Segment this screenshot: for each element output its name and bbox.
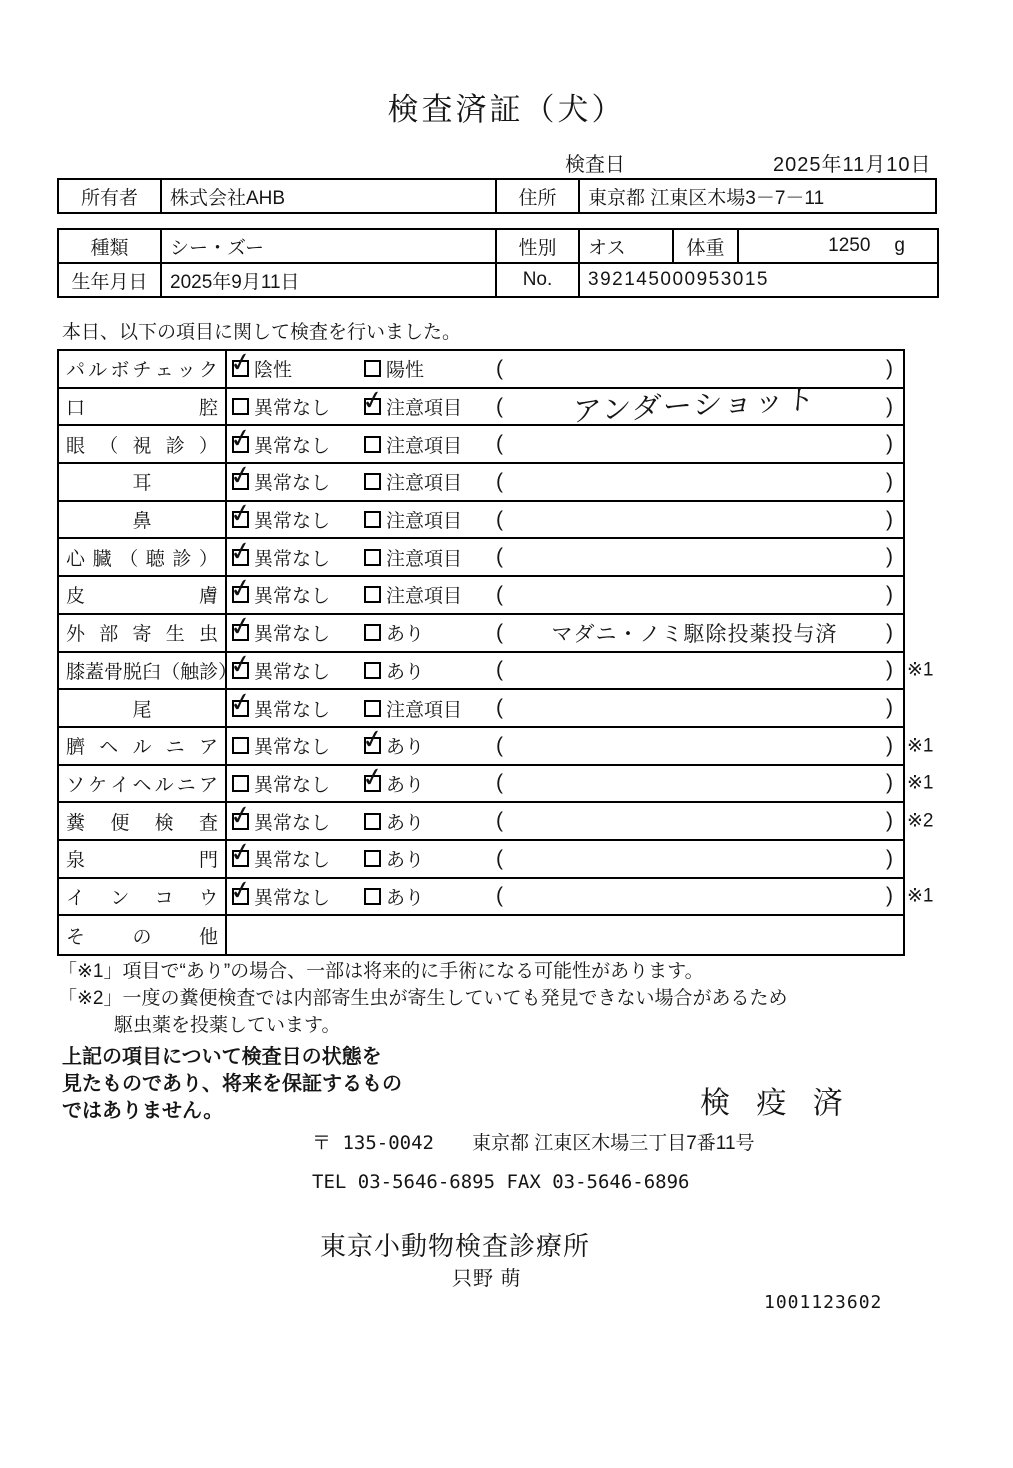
checkbox-label: 異常なし <box>254 699 331 721</box>
checkbox-option-2 <box>364 883 496 910</box>
paren-close: ) <box>886 582 893 606</box>
item-content <box>227 653 934 689</box>
paren-close: ) <box>886 771 893 795</box>
checkbox-label: 異常なし <box>254 511 331 533</box>
checkbox-icon <box>232 813 249 830</box>
paren-open: ( <box>496 469 503 493</box>
paren-close: ) <box>886 846 893 870</box>
checkbox-label: 異常なし <box>254 850 331 872</box>
quarantine-stamp: 検 疫 済 <box>700 1087 852 1120</box>
no-label: No. <box>496 263 579 297</box>
paren-open: ( <box>496 620 503 644</box>
breed-label: 種類 <box>58 229 161 263</box>
checkbox-icon <box>232 398 249 415</box>
paren-open: ( <box>496 658 503 682</box>
checkbox-option-1 <box>232 883 364 910</box>
checkbox-icon <box>364 473 381 490</box>
item-label: 口 腔 <box>59 389 227 425</box>
sex-value: オス <box>579 229 673 263</box>
checkbox-icon <box>232 511 249 528</box>
remarks-field <box>496 734 903 758</box>
checkbox-option-1 <box>232 506 364 533</box>
item-content <box>227 916 903 954</box>
checkbox-icon <box>232 888 249 905</box>
paren-close: ) <box>886 507 893 531</box>
paren-open: ( <box>496 884 503 908</box>
item-content <box>227 879 934 915</box>
remarks-field <box>496 508 903 532</box>
paren-close: ) <box>886 696 893 720</box>
checklist-row <box>59 803 934 841</box>
footnote-mark: ※2 <box>907 810 934 832</box>
checkbox-icon <box>364 700 381 717</box>
paren-open: ( <box>496 394 503 418</box>
checkbox-option-1 <box>232 355 364 382</box>
item-label: 鼻 <box>59 502 227 538</box>
birth-row <box>58 263 938 297</box>
serial-number: 1001123602 <box>764 1292 883 1313</box>
checkbox-label: あり <box>386 624 425 646</box>
item-content <box>227 766 934 802</box>
checkbox-option-2 <box>364 695 496 722</box>
item-content <box>227 426 903 462</box>
breed-value: シー・ズー <box>161 229 496 263</box>
checkbox-icon <box>364 511 381 528</box>
paren-open: ( <box>496 356 503 380</box>
footnote-mark: ※1 <box>907 659 934 681</box>
checklist-row <box>59 464 903 502</box>
remarks-field <box>496 470 903 494</box>
address-value: 東京都 江東区木場3－7－11 <box>579 179 936 213</box>
checkbox-icon <box>364 398 381 415</box>
page-title: 検査済証（犬） <box>387 92 626 127</box>
paren-open: ( <box>496 771 503 795</box>
checkbox-icon <box>232 473 249 490</box>
footnote-2-cont: 駆虫薬を投薬しています。 <box>114 1015 341 1036</box>
checkbox-icon <box>232 775 249 792</box>
weight-value-cell <box>738 229 938 263</box>
tel-fax-line: TEL 03-5646-6895 FAX 03-5646-6896 <box>312 1171 690 1193</box>
checkbox-option-2 <box>364 355 496 382</box>
paren-close: ) <box>886 394 893 418</box>
pet-table <box>57 228 939 298</box>
checkbox-option-1 <box>232 770 364 797</box>
checkbox-label: 異常なし <box>254 661 331 683</box>
paren-close: ) <box>886 884 893 908</box>
item-label: パ ル ボ チ ェ ッ ク <box>59 351 227 387</box>
item-label: そ の 他 <box>59 916 227 954</box>
disclaimer-line-1: 上記の項目について検査日の状態を <box>62 1046 382 1068</box>
sex-label: 性別 <box>496 229 579 263</box>
remarks-field <box>496 771 903 795</box>
checkbox-icon <box>232 436 249 453</box>
disclaimer <box>62 1044 402 1125</box>
item-label: 耳 <box>59 464 227 500</box>
paren-close: ) <box>886 545 893 569</box>
paren-close: ) <box>886 809 893 833</box>
inspection-date-value: 2025年11月10日 <box>773 154 932 176</box>
checklist-row <box>59 577 903 615</box>
item-label: 尾 <box>59 690 227 726</box>
checkbox-label: 注意項目 <box>386 511 463 533</box>
checkbox-label: 注意項目 <box>386 586 463 608</box>
checkbox-icon <box>232 360 249 377</box>
checkbox-label: 陽性 <box>386 360 425 382</box>
remarks-field <box>496 884 903 908</box>
item-label: 皮 膚 <box>59 577 227 613</box>
checkbox-option-1 <box>232 468 364 495</box>
remarks-field <box>496 658 903 682</box>
checkbox-icon <box>364 360 381 377</box>
paren-close: ) <box>886 432 893 456</box>
checkbox-icon <box>364 586 381 603</box>
checkbox-option-2 <box>364 808 496 835</box>
checkbox-label: あり <box>386 887 425 909</box>
checkbox-icon <box>364 436 381 453</box>
examiner-name: 只野 萌 <box>452 1268 522 1290</box>
checkbox-label: 注意項目 <box>386 699 463 721</box>
item-label: 臍 ヘ ル ニ ア <box>59 728 227 764</box>
checkbox-option-1 <box>232 393 364 420</box>
checkbox-icon <box>232 586 249 603</box>
owner-value: 株式会社AHB <box>161 179 496 213</box>
checkbox-icon <box>364 549 381 566</box>
item-label: 糞 便 検 査 <box>59 803 227 839</box>
paren-close: ) <box>886 733 893 757</box>
checkbox-option-2 <box>364 431 496 458</box>
checkbox-option-1 <box>232 695 364 722</box>
paren-open: ( <box>496 809 503 833</box>
checkbox-icon <box>232 549 249 566</box>
footnote-2: 「※2」一度の糞便検査では内部寄生虫が寄生していても発見できない場合があるため <box>58 988 788 1009</box>
checkbox-label: 異常なし <box>254 887 331 909</box>
checkbox-label: 異常なし <box>254 812 331 834</box>
checkbox-label: あり <box>386 850 425 872</box>
remarks-field <box>496 583 903 607</box>
checklist-row <box>59 879 934 917</box>
checkbox-icon <box>364 850 381 867</box>
checkbox-label: 注意項目 <box>386 473 463 495</box>
checkbox-option-2 <box>364 657 496 684</box>
footnote-mark: ※1 <box>907 772 934 794</box>
checkbox-label: 異常なし <box>254 586 331 608</box>
item-label: ソ ケ イ ヘ ル ニ ア <box>59 766 227 802</box>
checkbox-icon <box>364 737 381 754</box>
inspection-date-label: 検査日 <box>565 154 625 176</box>
checklist-row <box>59 615 903 653</box>
clinic-address: 東京都 江東区木場三丁目7番11号 <box>471 1133 755 1154</box>
item-label: 心 臓 （ 聴 診 ） <box>59 539 227 575</box>
intro-text: 本日、以下の項目に関して検査を行いました。 <box>62 322 462 343</box>
checkbox-label: あり <box>386 812 425 834</box>
item-content <box>227 803 934 839</box>
checkbox-option-1 <box>232 808 364 835</box>
remarks-field <box>496 618 903 648</box>
remarks-field <box>496 809 903 833</box>
paren-open: ( <box>496 545 503 569</box>
checkbox-option-2 <box>364 393 496 420</box>
item-label: 泉 門 <box>59 841 227 877</box>
checklist-row <box>59 426 903 464</box>
checkbox-option-2 <box>364 619 496 646</box>
checklist-row <box>59 653 934 691</box>
postal-code: 〒 135-0042 <box>312 1132 434 1154</box>
paren-close: ) <box>886 469 893 493</box>
item-content <box>227 383 903 429</box>
checkbox-icon <box>364 775 381 792</box>
birthdate-label: 生年月日 <box>58 263 161 297</box>
checkbox-option-1 <box>232 431 364 458</box>
checkbox-option-2 <box>364 581 496 608</box>
breed-row <box>58 229 938 263</box>
item-content <box>227 690 903 726</box>
checkbox-option-1 <box>232 619 364 646</box>
checkbox-label: 異常なし <box>254 774 331 796</box>
checkbox-label: 注意項目 <box>386 398 463 420</box>
checkbox-label: あり <box>386 737 425 759</box>
checkbox-icon <box>364 888 381 905</box>
remarks-field <box>496 545 903 569</box>
checkbox-icon <box>364 624 381 641</box>
item-label: 眼 （ 視 診 ） <box>59 426 227 462</box>
checklist-table <box>57 349 934 956</box>
checkbox-option-1 <box>232 581 364 608</box>
checkbox-icon <box>232 700 249 717</box>
checkbox-label: 異常なし <box>254 737 331 759</box>
paren-close: ) <box>886 620 893 644</box>
paren-open: ( <box>496 432 503 456</box>
owner-label: 所有者 <box>58 179 161 213</box>
paren-open: ( <box>496 582 503 606</box>
item-content <box>227 615 903 651</box>
checkbox-icon <box>232 737 249 754</box>
checkbox-label: 陰性 <box>254 360 293 382</box>
checkbox-option-1 <box>232 732 364 759</box>
checkbox-icon <box>232 850 249 867</box>
owner-table <box>57 178 937 214</box>
checkbox-option-2 <box>364 506 496 533</box>
item-content <box>227 728 934 764</box>
checkbox-label: 異常なし <box>254 473 331 495</box>
paren-open: ( <box>496 733 503 757</box>
checkbox-icon <box>364 813 381 830</box>
id-number-value: 392145000953015 <box>579 263 938 297</box>
checkbox-label: 異常なし <box>254 398 331 420</box>
checkbox-option-1 <box>232 845 364 872</box>
paren-open: ( <box>496 507 503 531</box>
weight-label: 体重 <box>673 229 738 263</box>
checkbox-label: あり <box>386 661 425 683</box>
checkbox-option-2 <box>364 732 496 759</box>
checkbox-label: 異常なし <box>254 624 331 646</box>
checkbox-icon <box>232 624 249 641</box>
item-content <box>227 502 903 538</box>
remarks-field <box>496 383 903 429</box>
paren-close: ) <box>886 356 893 380</box>
item-content <box>227 577 903 613</box>
checkbox-icon <box>364 662 381 679</box>
item-content <box>227 539 903 575</box>
checkbox-label: 異常なし <box>254 435 331 457</box>
item-content <box>227 841 903 877</box>
checkbox-label: あり <box>386 774 425 796</box>
checkbox-option-2 <box>364 845 496 872</box>
checklist-row <box>59 502 903 540</box>
checkbox-option-1 <box>232 657 364 684</box>
checkbox-option-2 <box>364 468 496 495</box>
remarks-field <box>496 696 903 720</box>
footnote-mark: ※1 <box>907 735 934 757</box>
checkbox-label: 注意項目 <box>386 435 463 457</box>
weight-value: 1250 <box>828 235 871 256</box>
disclaimer-line-2: 見たものであり、将来を保証するもの <box>62 1073 402 1095</box>
checklist-row <box>59 841 903 879</box>
checklist-row <box>59 728 934 766</box>
remarks-text: マダニ・ノミ駆除投薬投与済 <box>551 622 838 646</box>
address-label: 住所 <box>496 179 579 213</box>
owner-row <box>58 179 936 213</box>
checkbox-option-2 <box>364 544 496 571</box>
disclaimer-line-3: ではありません。 <box>62 1100 224 1122</box>
birthdate-value: 2025年9月11日 <box>161 263 496 297</box>
item-content <box>227 464 903 500</box>
clinic-name: 東京小動物検査診療所 <box>320 1231 591 1261</box>
checkbox-option-1 <box>232 544 364 571</box>
paren-open: ( <box>496 846 503 870</box>
item-label: 膝 蓋 骨 脱 臼 （ 触 診 ） <box>59 653 227 689</box>
clinic-address-line <box>312 1128 755 1155</box>
checklist-row <box>59 383 903 429</box>
remarks-field <box>496 432 903 456</box>
footnotes <box>58 958 788 1039</box>
remarks-field <box>496 847 903 871</box>
checklist-row <box>59 539 903 577</box>
checkbox-label: 異常なし <box>254 548 331 570</box>
checklist-row <box>59 690 903 728</box>
weight-unit: g <box>894 235 905 256</box>
checklist-row <box>59 766 934 804</box>
paren-close: ) <box>886 658 893 682</box>
checkbox-option-2 <box>364 770 496 797</box>
remarks-text: アンダーショット <box>571 383 818 429</box>
footnote-mark: ※1 <box>907 885 934 907</box>
checklist-row <box>59 916 903 954</box>
paren-open: ( <box>496 696 503 720</box>
item-label: イ ン コ ウ <box>59 879 227 915</box>
checkbox-label: 注意項目 <box>386 548 463 570</box>
footnote-1: 「※1」項目で“あり”の場合、一部は将来的に手術になる可能性があります。 <box>58 961 704 982</box>
item-label: 外 部 寄 生 虫 <box>59 615 227 651</box>
checkbox-icon <box>232 662 249 679</box>
